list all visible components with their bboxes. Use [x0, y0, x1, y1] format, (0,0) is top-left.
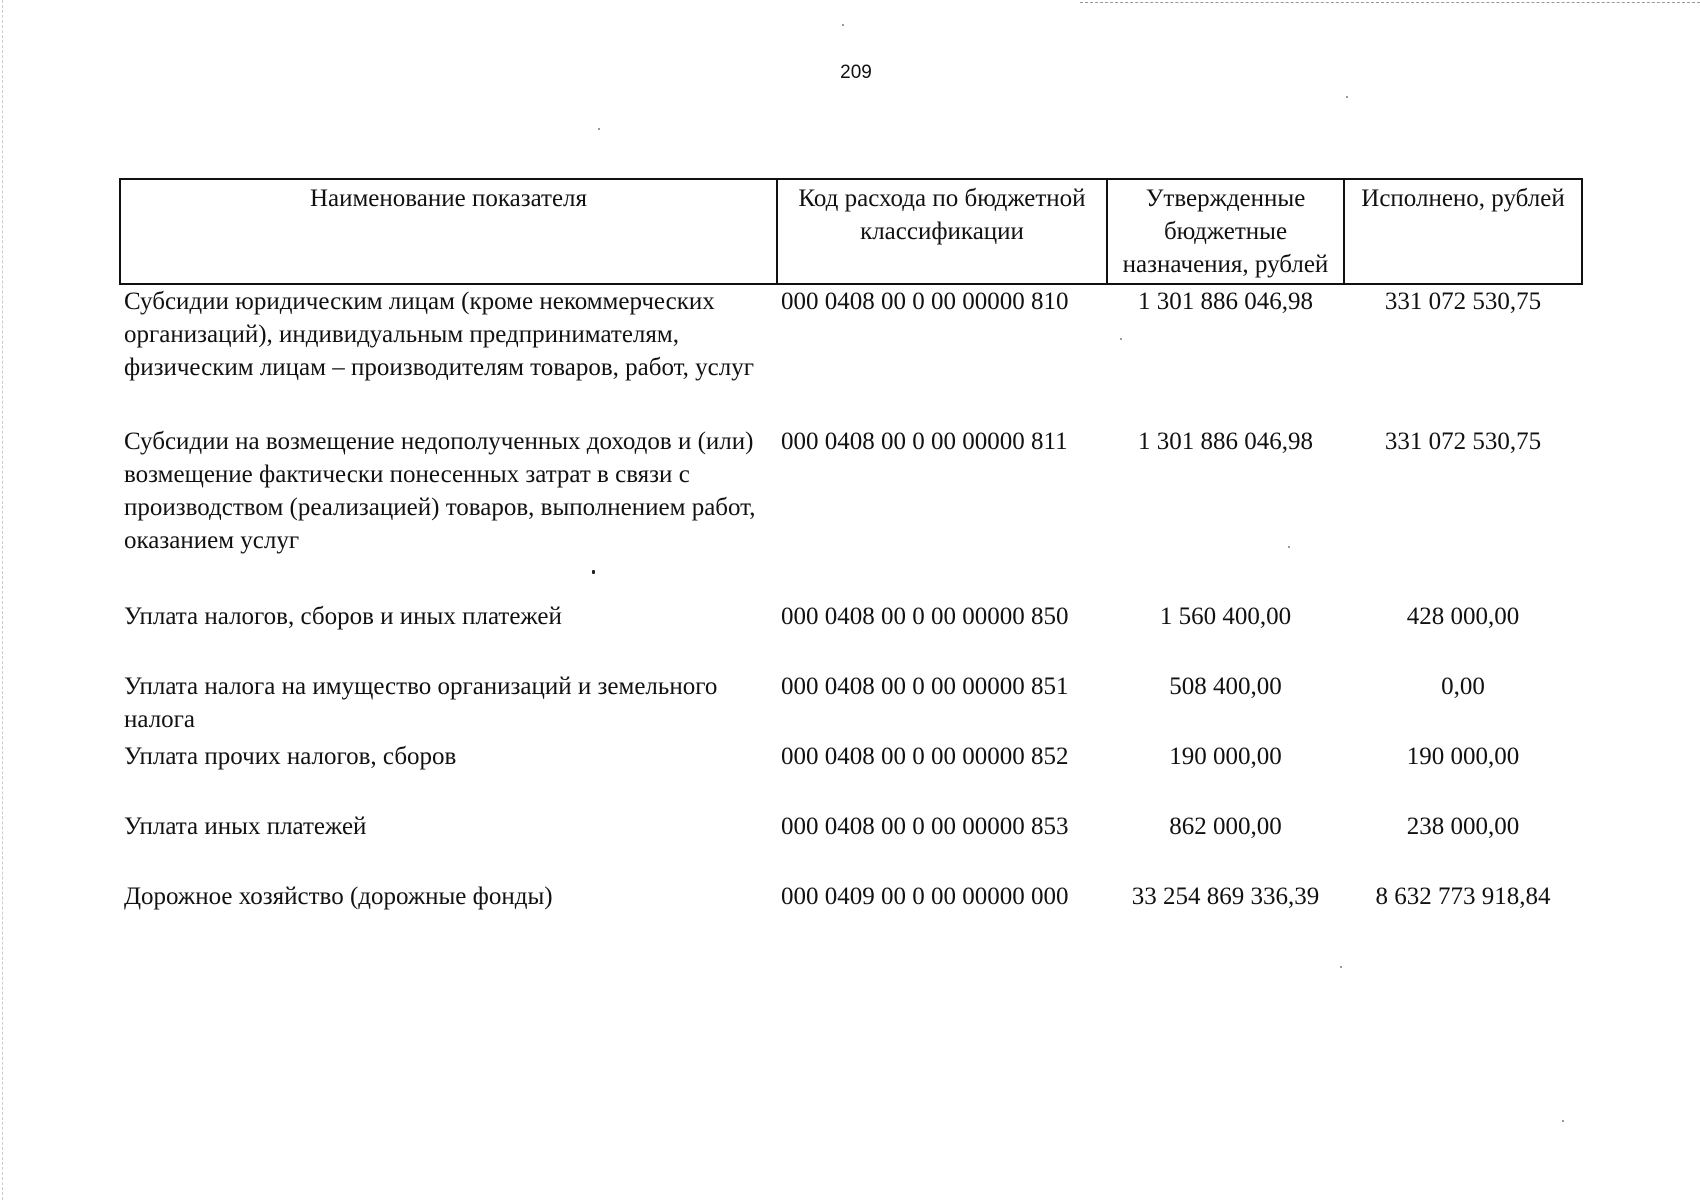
- page-number: 209: [840, 62, 872, 83]
- cell-executed: 238 000,00: [1406, 813, 1520, 840]
- table-body: [120, 284, 1582, 920]
- table-row: [120, 670, 1582, 740]
- header-approved: Утвержденные бюджетные назначения, рублей: [1107, 179, 1344, 284]
- cell-approved: 1 560 400,00: [1159, 603, 1292, 630]
- cell-code: 000 0408 00 0 00 00000 852: [781, 743, 1069, 770]
- table-row: [120, 284, 1582, 425]
- cell-name: Уплата иных платежей: [124, 813, 367, 840]
- cell-name: Уплата налога на имущество организаций и земельного налога: [124, 673, 718, 733]
- cell-executed: 331 072 530,75: [1384, 428, 1542, 455]
- budget-execution-table: [119, 178, 1583, 920]
- cell-approved: 1 301 886 046,98: [1138, 428, 1313, 455]
- scan-speck: [1562, 1120, 1564, 1122]
- cell-code: 000 0408 00 0 00 00000 811: [781, 428, 1068, 455]
- table-row: [120, 810, 1582, 880]
- cell-approved: 33 254 869 336,39: [1131, 883, 1320, 910]
- cell-executed: 190 000,00: [1406, 743, 1520, 770]
- cell-code: 000 0408 00 0 00 00000 851: [781, 673, 1069, 700]
- scan-left-edge: [2, 0, 3, 1200]
- scan-speck: [1120, 338, 1122, 340]
- cell-approved: 862 000,00: [1169, 813, 1282, 840]
- scan-speck: [592, 570, 595, 574]
- cell-name: Уплата налогов, сборов и иных платежей: [124, 603, 562, 630]
- table-header: [120, 179, 1582, 284]
- cell-approved: 190 000,00: [1169, 743, 1282, 770]
- table-row: [120, 425, 1582, 600]
- header-code: Код расхода по бюджетной классификации: [777, 179, 1107, 284]
- cell-code: 000 0408 00 0 00 00000 810: [781, 288, 1069, 315]
- scan-speck: [1346, 96, 1348, 98]
- header-executed: Исполнено, рублей: [1344, 179, 1582, 284]
- scan-top-edge: [1080, 2, 1700, 3]
- table-row: [120, 740, 1582, 810]
- cell-approved: 508 400,00: [1169, 673, 1282, 700]
- scan-speck: [598, 128, 600, 130]
- cell-name: Дорожное хозяйство (дорожные фонды): [124, 883, 553, 910]
- cell-executed: 8 632 773 918,84: [1375, 883, 1551, 910]
- cell-code: 000 0409 00 0 00 00000 000: [781, 883, 1069, 910]
- header-name: Наименование показателя: [120, 179, 777, 284]
- table-row: [120, 880, 1582, 920]
- cell-executed: 428 000,00: [1406, 603, 1520, 630]
- scan-speck: [1288, 546, 1290, 548]
- cell-name: Субсидии юридическим лицам (кроме некоммерческих организаций), индивидуальным предпринимателям, физическим лицам – производителям товаров, работ, услуг: [124, 288, 755, 381]
- header-row: [120, 179, 1582, 284]
- scan-speck: [842, 24, 844, 26]
- cell-name: Уплата прочих налогов, сборов: [124, 743, 457, 770]
- cell-name: Субсидии на возмещение недополученных доходов и (или) возмещение фактически понесенных затрат в связи с производством (реализацией) товаров, выполнением работ, оказанием услуг: [124, 428, 756, 554]
- cell-executed: 331 072 530,75: [1384, 288, 1542, 315]
- cell-approved: 1 301 886 046,98: [1138, 288, 1313, 315]
- cell-code: 000 0408 00 0 00 00000 853: [781, 813, 1069, 840]
- cell-code: 000 0408 00 0 00 00000 850: [781, 603, 1069, 630]
- scan-speck: [1340, 966, 1342, 968]
- table-row: [120, 600, 1582, 670]
- cell-executed: 0,00: [1441, 673, 1485, 700]
